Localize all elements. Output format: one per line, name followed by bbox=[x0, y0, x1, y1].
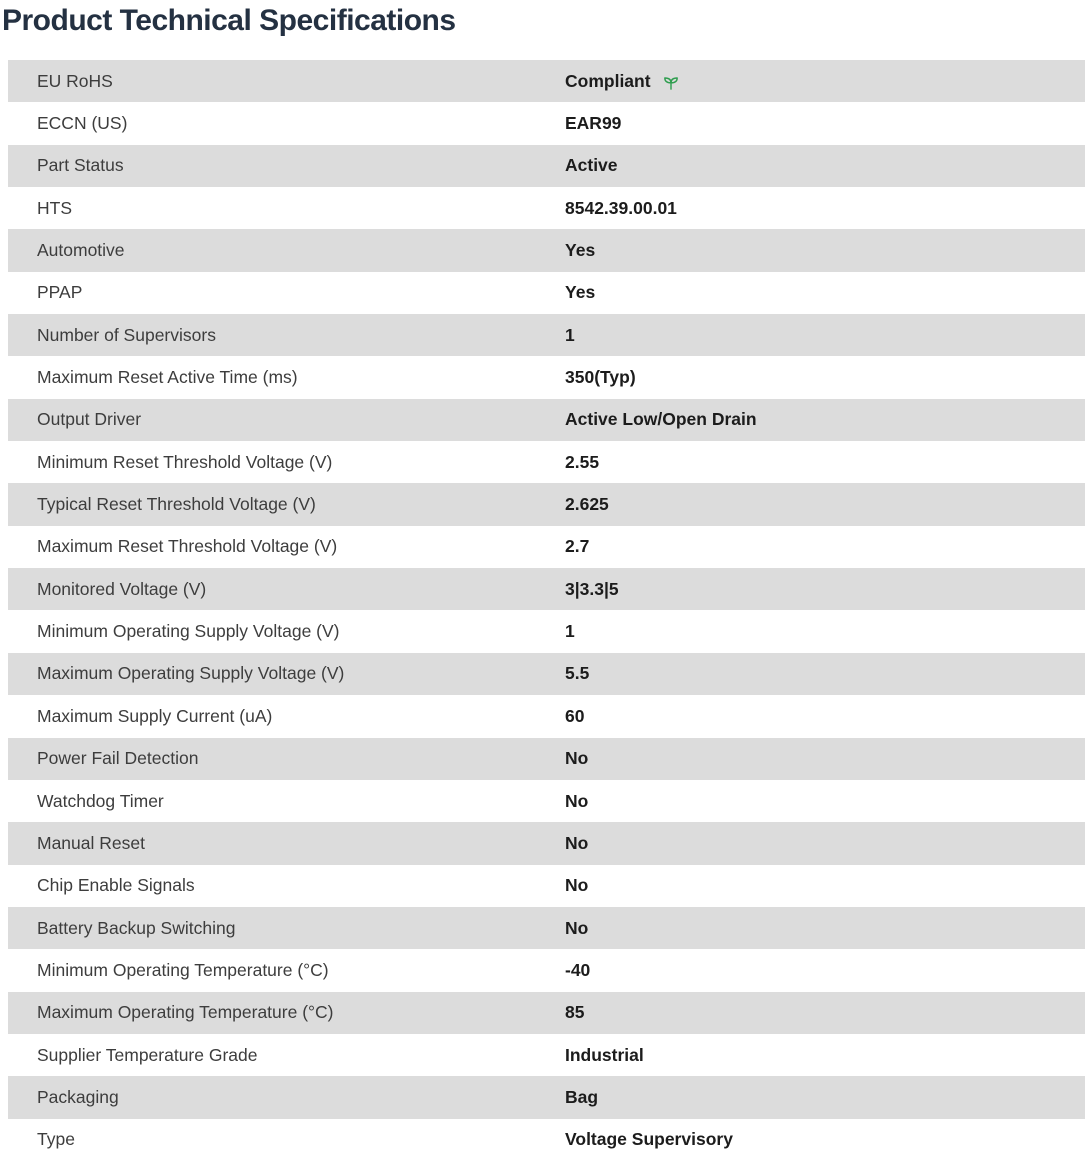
spec-value-text: 8542.39.00.01 bbox=[565, 197, 677, 218]
spec-row bbox=[8, 610, 1085, 652]
spec-label: Maximum Reset Threshold Voltage (V) bbox=[37, 536, 338, 557]
spec-label: Type bbox=[37, 1129, 75, 1150]
spec-label: Part Status bbox=[37, 155, 124, 176]
spec-value-text: No bbox=[565, 790, 589, 811]
spec-value bbox=[565, 579, 1085, 600]
spec-row bbox=[8, 780, 1085, 822]
page-title: Product Technical Specifications bbox=[2, 4, 456, 37]
spec-row bbox=[8, 60, 1085, 102]
spec-value bbox=[565, 70, 1085, 92]
spec-value-text: Bag bbox=[565, 1086, 599, 1107]
spec-row bbox=[8, 145, 1085, 187]
spec-value bbox=[565, 325, 1085, 346]
spec-value-text: No bbox=[565, 748, 589, 769]
spec-row bbox=[8, 1076, 1085, 1118]
spec-value bbox=[565, 833, 1085, 854]
spec-value bbox=[565, 875, 1085, 896]
spec-value-text: 2.55 bbox=[565, 451, 600, 472]
spec-label: Maximum Supply Current (uA) bbox=[37, 705, 273, 726]
spec-value-text: Active bbox=[565, 155, 618, 176]
spec-value bbox=[565, 706, 1085, 727]
spec-row bbox=[8, 314, 1085, 356]
spec-value bbox=[565, 918, 1085, 939]
spec-value-text: 5.5 bbox=[565, 663, 590, 684]
spec-value-text: 60 bbox=[565, 705, 585, 726]
spec-label: Minimum Reset Threshold Voltage (V) bbox=[37, 451, 333, 472]
spec-label: Supplier Temperature Grade bbox=[37, 1044, 258, 1065]
spec-label: HTS bbox=[37, 197, 72, 218]
spec-value bbox=[565, 1045, 1085, 1066]
spec-label: Output Driver bbox=[37, 409, 142, 430]
spec-value-text: 1 bbox=[565, 324, 575, 345]
spec-label: Chip Enable Signals bbox=[37, 875, 195, 896]
spec-table bbox=[0, 60, 1085, 1161]
spec-value-text: 85 bbox=[565, 1002, 585, 1023]
spec-value bbox=[565, 409, 1085, 430]
spec-value bbox=[565, 282, 1085, 303]
spec-label: Automotive bbox=[37, 240, 125, 261]
spec-row bbox=[8, 399, 1085, 441]
spec-value-text: Active Low/Open Drain bbox=[565, 409, 757, 430]
spec-value bbox=[565, 452, 1085, 473]
spec-value-text: Yes bbox=[565, 240, 596, 261]
spec-row bbox=[8, 526, 1085, 568]
spec-value-text: 2.7 bbox=[565, 536, 590, 557]
spec-row bbox=[8, 272, 1085, 314]
spec-row bbox=[8, 992, 1085, 1034]
leaf-icon bbox=[661, 72, 681, 92]
spec-value bbox=[565, 960, 1085, 981]
spec-value bbox=[565, 536, 1085, 557]
spec-label: Manual Reset bbox=[37, 832, 145, 853]
spec-value bbox=[565, 663, 1085, 684]
spec-row bbox=[8, 568, 1085, 610]
spec-value bbox=[565, 155, 1085, 176]
spec-label: Minimum Operating Temperature (°C) bbox=[37, 959, 329, 980]
spec-value-text: -40 bbox=[565, 959, 591, 980]
spec-value-text: 3|3.3|5 bbox=[565, 578, 619, 599]
spec-row bbox=[8, 187, 1085, 229]
spec-row bbox=[8, 653, 1085, 695]
spec-row bbox=[8, 822, 1085, 864]
spec-row bbox=[8, 1034, 1085, 1076]
spec-value bbox=[565, 113, 1085, 134]
spec-label: Packaging bbox=[37, 1086, 119, 1107]
spec-label: Maximum Reset Active Time (ms) bbox=[37, 367, 298, 388]
spec-value-text: EAR99 bbox=[565, 113, 622, 134]
spec-label: Number of Supervisors bbox=[37, 324, 216, 345]
spec-value bbox=[565, 198, 1085, 219]
spec-row bbox=[8, 102, 1085, 144]
spec-value bbox=[565, 494, 1085, 515]
spec-value-text: Yes bbox=[565, 282, 596, 303]
spec-row bbox=[8, 949, 1085, 991]
spec-value-text: No bbox=[565, 875, 589, 896]
spec-value bbox=[565, 748, 1085, 769]
spec-label: Watchdog Timer bbox=[37, 790, 164, 811]
spec-value-text: No bbox=[565, 917, 589, 938]
spec-label: Minimum Operating Supply Voltage (V) bbox=[37, 621, 340, 642]
spec-label: Monitored Voltage (V) bbox=[37, 578, 207, 599]
spec-value bbox=[565, 1087, 1085, 1108]
spec-row bbox=[8, 441, 1085, 483]
spec-value bbox=[565, 1129, 1085, 1150]
spec-label: Maximum Operating Temperature (°C) bbox=[37, 1002, 334, 1023]
spec-label: EU RoHS bbox=[37, 70, 113, 91]
spec-value-text: 350(Typ) bbox=[565, 367, 636, 388]
spec-label: Maximum Operating Supply Voltage (V) bbox=[37, 663, 345, 684]
spec-row bbox=[8, 1119, 1085, 1161]
spec-value bbox=[565, 621, 1085, 642]
spec-value bbox=[565, 367, 1085, 388]
spec-row bbox=[8, 865, 1085, 907]
spec-value-text: 2.625 bbox=[565, 494, 609, 515]
spec-row bbox=[8, 695, 1085, 737]
spec-value bbox=[565, 240, 1085, 261]
spec-row bbox=[8, 356, 1085, 398]
spec-row bbox=[8, 229, 1085, 271]
spec-row bbox=[8, 907, 1085, 949]
spec-value-text: No bbox=[565, 832, 589, 853]
spec-value-text: Industrial bbox=[565, 1044, 644, 1065]
spec-value bbox=[565, 1002, 1085, 1023]
spec-value-text: Compliant bbox=[565, 70, 651, 91]
spec-label: PPAP bbox=[37, 282, 83, 303]
spec-label: ECCN (US) bbox=[37, 113, 128, 134]
spec-value-text: Voltage Supervisory bbox=[565, 1129, 733, 1150]
spec-row bbox=[8, 483, 1085, 525]
spec-label: Battery Backup Switching bbox=[37, 917, 236, 938]
spec-label: Typical Reset Threshold Voltage (V) bbox=[37, 494, 316, 515]
spec-label: Power Fail Detection bbox=[37, 748, 199, 769]
spec-value-text: 1 bbox=[565, 621, 575, 642]
spec-value bbox=[565, 791, 1085, 812]
spec-row bbox=[8, 738, 1085, 780]
